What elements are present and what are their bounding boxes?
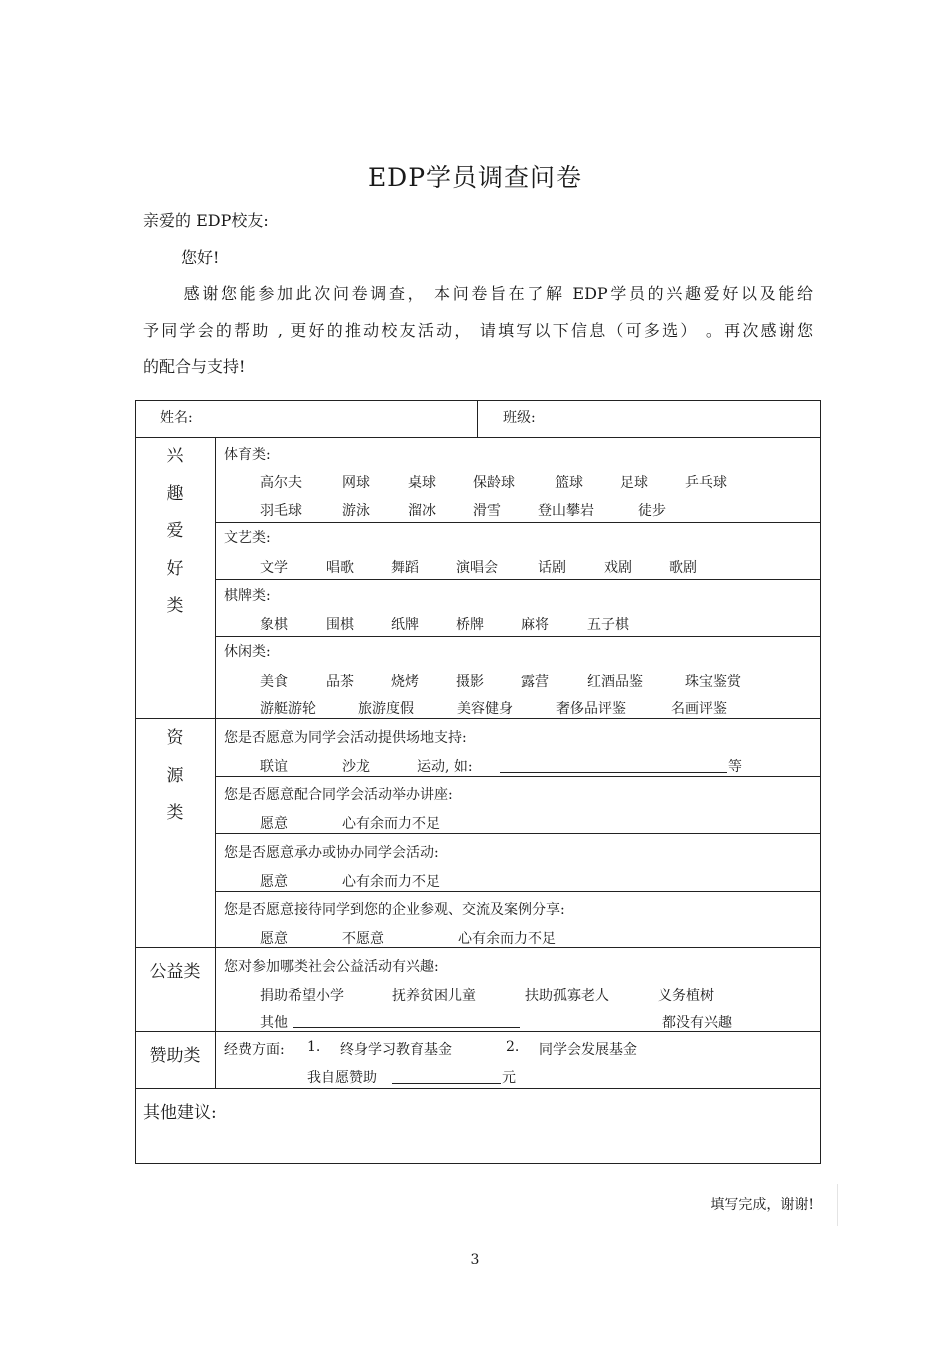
- resource-q1-label: 您是否愿意为同学会活动提供场地支持:: [224, 730, 467, 746]
- fund-number-2: 2.: [506, 1039, 520, 1055]
- option[interactable]: 纸牌: [391, 617, 419, 633]
- greeting: 亲爱的 EDP校友:: [143, 211, 269, 230]
- option[interactable]: 扶助孤寡老人: [525, 988, 609, 1004]
- resource-q2-label: 您是否愿意配合同学会活动举办讲座:: [224, 787, 453, 803]
- intro-line-2: 予同学会的帮助 , 更好的推动校友活动， 请填写以下信息（可多选） 。再次感谢您: [143, 320, 813, 340]
- option[interactable]: 摄影: [456, 674, 484, 690]
- option[interactable]: 麻将: [521, 617, 549, 633]
- sports-label: 体育类:: [224, 447, 271, 463]
- option[interactable]: 溜冰: [408, 503, 436, 519]
- option[interactable]: 心有余而力不足: [342, 874, 440, 890]
- option[interactable]: 美食: [260, 674, 288, 690]
- intro-paragraph: [143, 276, 813, 386]
- page-number: 3: [470, 1252, 480, 1268]
- footer-thanks: 填写完成，谢谢!: [710, 1197, 814, 1213]
- option[interactable]: 羽毛球: [260, 503, 302, 519]
- resource-q3-label: 您是否愿意承办或协办同学会活动:: [224, 845, 439, 861]
- option[interactable]: 愿意: [260, 816, 288, 832]
- leisure-label: 休闲类:: [224, 644, 271, 660]
- charity-category: 公益类: [149, 962, 201, 982]
- option[interactable]: 徒步: [638, 503, 666, 519]
- option[interactable]: 游泳: [342, 503, 370, 519]
- option[interactable]: 捐助希望小学: [260, 988, 344, 1004]
- sponsor-category: 赞助类: [149, 1046, 201, 1066]
- option[interactable]: 愿意: [260, 931, 288, 947]
- option[interactable]: 话剧: [538, 560, 566, 576]
- sponsor-label: 经费方面:: [224, 1042, 285, 1058]
- option[interactable]: 歌剧: [669, 560, 697, 576]
- option[interactable]: 登山攀岩: [538, 503, 594, 519]
- option[interactable]: 桥牌: [456, 617, 484, 633]
- option[interactable]: 运动, 如:: [417, 759, 473, 775]
- option[interactable]: 都没有兴趣: [662, 1015, 732, 1031]
- option[interactable]: 高尔夫: [260, 475, 302, 491]
- option-other[interactable]: 其他: [260, 1015, 288, 1031]
- option[interactable]: 不愿意: [342, 931, 384, 947]
- option[interactable]: 义务植树: [658, 988, 714, 1004]
- resource-q4-label: 您是否愿意接待同学到您的企业参观、交流及案例分享:: [224, 902, 565, 918]
- suggestion-area[interactable]: [136, 1125, 820, 1162]
- page-divider: [837, 1184, 838, 1226]
- option[interactable]: 同学会发展基金: [539, 1042, 637, 1058]
- interest-category: 兴 趣 爱 好 类: [166, 446, 184, 616]
- resource-q1-suffix: 等: [728, 759, 742, 775]
- name-label: 姓名:: [160, 410, 193, 426]
- option[interactable]: 戏剧: [604, 560, 632, 576]
- option[interactable]: 烧烤: [391, 674, 419, 690]
- option[interactable]: 象棋: [260, 617, 288, 633]
- option[interactable]: 乒乓球: [685, 475, 727, 491]
- suggestion-label: 其他建议:: [143, 1103, 217, 1123]
- option[interactable]: 终身学习教育基金: [340, 1042, 452, 1058]
- option[interactable]: 露营: [521, 674, 549, 690]
- hello: 您好!: [181, 248, 220, 267]
- resource-category: 资 源 类: [166, 728, 184, 823]
- option[interactable]: 抚养贫困儿童: [392, 988, 476, 1004]
- option[interactable]: 心有余而力不足: [342, 816, 440, 832]
- intro-line-3: 的配合与支持!: [143, 357, 246, 376]
- option[interactable]: 文学: [260, 560, 288, 576]
- option[interactable]: 游艇游轮: [260, 701, 316, 717]
- option[interactable]: 篮球: [555, 475, 583, 491]
- fund-number-1: 1.: [307, 1039, 321, 1055]
- option[interactable]: 足球: [620, 475, 648, 491]
- option[interactable]: 沙龙: [342, 759, 370, 775]
- option[interactable]: 联谊: [260, 759, 288, 775]
- option[interactable]: 唱歌: [326, 560, 354, 576]
- option[interactable]: 五子棋: [587, 617, 629, 633]
- survey-form: [135, 400, 821, 1164]
- option[interactable]: 美容健身: [457, 701, 513, 717]
- option[interactable]: 保龄球: [473, 475, 515, 491]
- option[interactable]: 奢侈品评鉴: [556, 701, 626, 717]
- amount-unit: 元: [502, 1070, 516, 1086]
- option[interactable]: 名画评鉴: [671, 701, 727, 717]
- chess-label: 棋牌类:: [224, 588, 271, 604]
- class-label: 班级:: [503, 410, 536, 426]
- option[interactable]: 网球: [342, 475, 370, 491]
- self-sponsor-label: 我自愿赞助: [307, 1070, 377, 1086]
- option[interactable]: 愿意: [260, 874, 288, 890]
- charity-label: 您对参加哪类社会公益活动有兴趣:: [224, 959, 439, 975]
- arts-label: 文艺类:: [224, 530, 271, 546]
- option[interactable]: 旅游度假: [358, 701, 414, 717]
- option[interactable]: 舞蹈: [391, 560, 419, 576]
- intro-line-1: 感谢您能参加此次问卷调查， 本问卷旨在了解 EDP学员的兴趣爱好以及能给: [181, 284, 813, 303]
- option[interactable]: 滑雪: [473, 503, 501, 519]
- option[interactable]: 心有余而力不足: [458, 931, 556, 947]
- option[interactable]: 桌球: [408, 475, 436, 491]
- option[interactable]: 品茶: [326, 674, 354, 690]
- amount-blank[interactable]: [392, 1083, 501, 1084]
- venue-blank[interactable]: [500, 772, 727, 773]
- option[interactable]: 围棋: [326, 617, 354, 633]
- option[interactable]: 珠宝鉴赏: [685, 674, 741, 690]
- page-title: EDP学员调查问卷: [367, 163, 583, 192]
- option[interactable]: 演唱会: [456, 560, 498, 576]
- option[interactable]: 红酒品鉴: [587, 674, 643, 690]
- other-blank[interactable]: [293, 1027, 520, 1028]
